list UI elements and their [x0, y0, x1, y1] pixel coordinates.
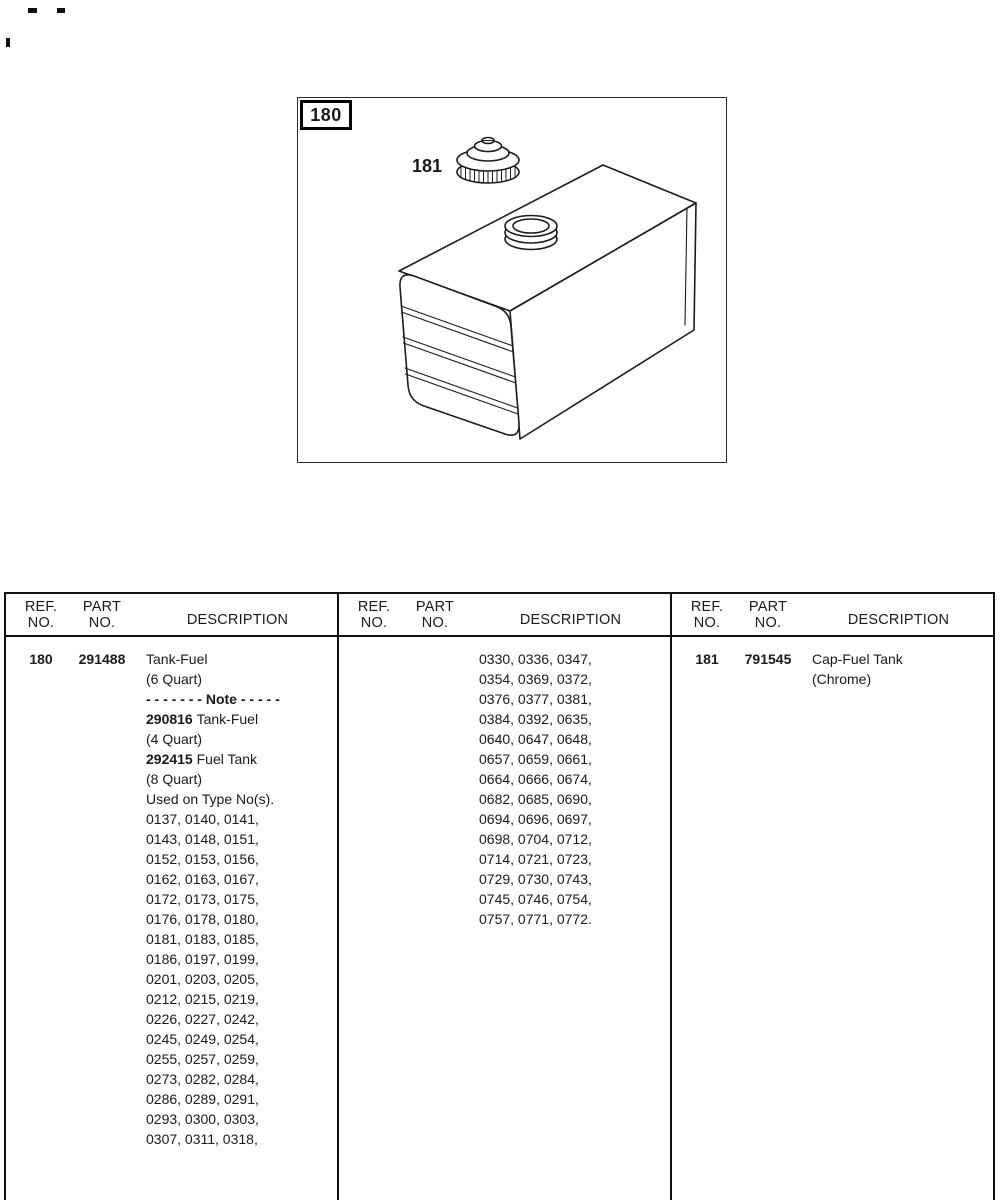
description-line: 0376, 0377, 0381,	[479, 691, 592, 707]
description-line: 0698, 0704, 0712,	[479, 831, 592, 847]
description-line: 290816 Tank-Fuel	[146, 711, 259, 727]
description-line: 0255, 0257, 0259,	[146, 1051, 259, 1067]
parts-column-1	[6, 594, 337, 1200]
description-line: 0137, 0140, 0141,	[146, 811, 259, 827]
table-body	[339, 637, 670, 929]
table-header-row	[339, 594, 670, 637]
description-line: (Chrome)	[812, 671, 872, 687]
ref-no-value: 180	[29, 651, 53, 667]
diagram-ref-badge: 180	[300, 100, 352, 130]
part-no-value: 791545	[744, 651, 792, 667]
description-line: - - - - - - - Note - - - - -	[146, 691, 280, 707]
table-header-row	[672, 594, 993, 637]
description-line: 0226, 0227, 0242,	[146, 1011, 259, 1027]
description-line: Used on Type No(s).	[146, 791, 275, 807]
fuel-tank-drawing	[399, 165, 696, 439]
description-line: 0181, 0183, 0185,	[146, 931, 259, 947]
description-line: 0330, 0336, 0347,	[479, 651, 592, 667]
table-body	[672, 637, 993, 689]
header-ref-line1: REF.	[690, 598, 724, 615]
header-description: DESCRIPTION	[186, 612, 289, 628]
part-no-value: 291488	[78, 651, 126, 667]
description-line: 0245, 0249, 0254,	[146, 1031, 259, 1047]
parts-table	[4, 592, 995, 1200]
table-body	[6, 637, 337, 1149]
parts-column-2	[337, 594, 670, 1200]
filler-neck-drawing	[505, 216, 557, 250]
description-line: 0682, 0685, 0690,	[479, 791, 592, 807]
description-line: 0757, 0771, 0772.	[479, 911, 592, 927]
header-part-no	[732, 599, 804, 631]
description-line: 0286, 0289, 0291,	[146, 1091, 259, 1107]
ref-no-value	[349, 649, 399, 929]
description-line: 0729, 0730, 0743,	[479, 871, 592, 887]
description-line: 0293, 0300, 0303,	[146, 1111, 259, 1127]
description-line: 0657, 0659, 0661,	[479, 751, 592, 767]
header-ref-line1: REF.	[357, 598, 391, 615]
header-part-no	[399, 599, 471, 631]
header-ref-no	[349, 599, 399, 631]
description-line: 0162, 0163, 0167,	[146, 871, 259, 887]
description-line: 0273, 0282, 0284,	[146, 1071, 259, 1087]
header-part-line2: NO.	[754, 614, 782, 631]
description-line: 0694, 0696, 0697,	[479, 811, 592, 827]
description-line: Cap-Fuel Tank	[812, 651, 903, 667]
fuel-tank-diagram	[298, 98, 726, 462]
description-line: 0745, 0746, 0754,	[479, 891, 592, 907]
description-line: 0307, 0311, 0318,	[146, 1131, 258, 1147]
description-line: 0201, 0203, 0205,	[146, 971, 259, 987]
header-ref-no	[16, 599, 66, 631]
header-ref-line1: REF.	[24, 598, 58, 615]
header-part-line1: PART	[748, 598, 788, 615]
description-line: 0640, 0647, 0648,	[479, 731, 592, 747]
header-part-line2: NO.	[88, 614, 116, 631]
scan-artifact	[57, 8, 65, 13]
description-line: Tank-Fuel	[146, 651, 208, 667]
diagram-panel	[297, 97, 727, 463]
description-line: 0664, 0666, 0674,	[479, 771, 592, 787]
header-part-line1: PART	[415, 598, 455, 615]
header-ref-line2: NO.	[693, 614, 721, 631]
description-line: 292415 Fuel Tank	[146, 751, 258, 767]
header-part-line1: PART	[82, 598, 122, 615]
header-part-line2: NO.	[421, 614, 449, 631]
header-part-no	[66, 599, 138, 631]
description-line: 0354, 0369, 0372,	[479, 671, 592, 687]
header-ref-line2: NO.	[27, 614, 55, 631]
description-line: 0714, 0721, 0723,	[479, 851, 592, 867]
scan-artifact	[28, 8, 37, 13]
header-description: DESCRIPTION	[847, 612, 950, 628]
header-ref-no	[682, 599, 732, 631]
ref-no-value: 181	[695, 651, 719, 667]
description-line: 0176, 0178, 0180,	[146, 911, 259, 927]
description-cell	[471, 649, 670, 929]
description-line: 0152, 0153, 0156,	[146, 851, 259, 867]
parts-column-3	[670, 594, 993, 1200]
description-line: 0212, 0215, 0219,	[146, 991, 259, 1007]
description-line: (8 Quart)	[146, 771, 203, 787]
header-ref-line2: NO.	[360, 614, 388, 631]
description-cell	[804, 649, 993, 689]
description-cell	[138, 649, 337, 1149]
table-header-row	[6, 594, 337, 637]
scan-artifact	[6, 38, 10, 47]
description-line: 0143, 0148, 0151,	[146, 831, 259, 847]
description-line: 0172, 0173, 0175,	[146, 891, 259, 907]
header-description: DESCRIPTION	[519, 612, 622, 628]
part-no-value	[399, 649, 471, 929]
fuel-cap-drawing	[457, 138, 519, 184]
description-line: (4 Quart)	[146, 731, 203, 747]
description-line: 0186, 0197, 0199,	[146, 951, 259, 967]
description-line: (6 Quart)	[146, 671, 203, 687]
cap-part-label: 181	[412, 156, 443, 176]
description-line: 0384, 0392, 0635,	[479, 711, 592, 727]
